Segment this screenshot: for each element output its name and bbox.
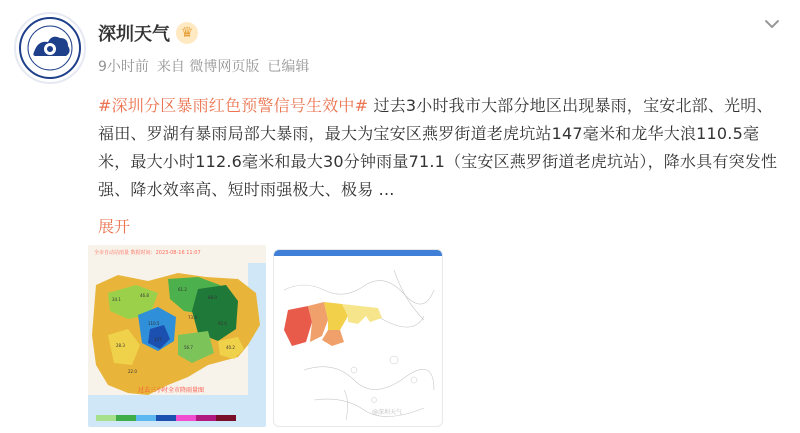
expand-link[interactable]: 展开 — [98, 217, 131, 236]
hashtag-link[interactable]: #深圳分区暴雨红色预警信号生效中# — [98, 96, 369, 115]
edited-label[interactable]: 已编辑 — [267, 59, 310, 75]
post-body: 过去3小时我市大部分地区出现暴雨，宝安北部、光明、福田、罗湖有暴雨局部大暴雨，最大为宝安区燕罗街道老虎坑站147毫米和龙华大浪110.5毫米，最大小时112.6毫米和最大30分钟雨量71.1（宝安区燕罗街道老虎坑站），降水具有突发性强、降水效率高、短时雨强极大、极易 ... — [98, 96, 778, 199]
svg-text:46.8: 46.8 — [140, 293, 149, 298]
rainfall-map-image[interactable] — [88, 245, 266, 427]
post-text — [98, 92, 778, 204]
warning-map-image[interactable] — [273, 249, 443, 427]
svg-text:92.6: 92.6 — [218, 321, 227, 326]
svg-text:34.1: 34.1 — [112, 297, 121, 302]
vip-crown-icon: ♛ — [176, 22, 198, 44]
image-topbar — [274, 250, 442, 256]
svg-text:88.0: 88.0 — [208, 295, 217, 300]
svg-text:147: 147 — [154, 337, 162, 342]
post-meta — [98, 56, 309, 76]
svg-text:73.4: 73.4 — [188, 315, 197, 320]
svg-text:28.3: 28.3 — [116, 343, 125, 348]
image-watermark: @深圳天气 — [371, 409, 402, 416]
rain-map-header: 全市自动站雨量 数据时间：2023-08-16 11:07 — [94, 250, 201, 256]
shenzhen-meteorology-logo — [18, 16, 82, 80]
rainfall-map-graphic — [88, 245, 266, 427]
svg-text:56.7: 56.7 — [184, 345, 193, 350]
author-row — [98, 20, 198, 46]
chevron-down-icon[interactable] — [760, 12, 784, 36]
svg-text:40.2: 40.2 — [226, 345, 235, 350]
post-source: 来自 微博网页版 — [156, 59, 260, 75]
rainfall-legend — [96, 415, 236, 421]
warning-map-graphic — [274, 250, 443, 427]
svg-text:61.2: 61.2 — [178, 287, 187, 292]
rain-map-caption: 过去三小时全市降雨量图 — [138, 387, 205, 394]
post-time[interactable]: 9小时前 — [98, 59, 149, 75]
svg-text:110.5: 110.5 — [148, 321, 160, 326]
avatar[interactable] — [14, 12, 86, 84]
author-name[interactable]: 深圳天气 — [98, 24, 170, 45]
svg-text:22.0: 22.0 — [128, 369, 137, 374]
